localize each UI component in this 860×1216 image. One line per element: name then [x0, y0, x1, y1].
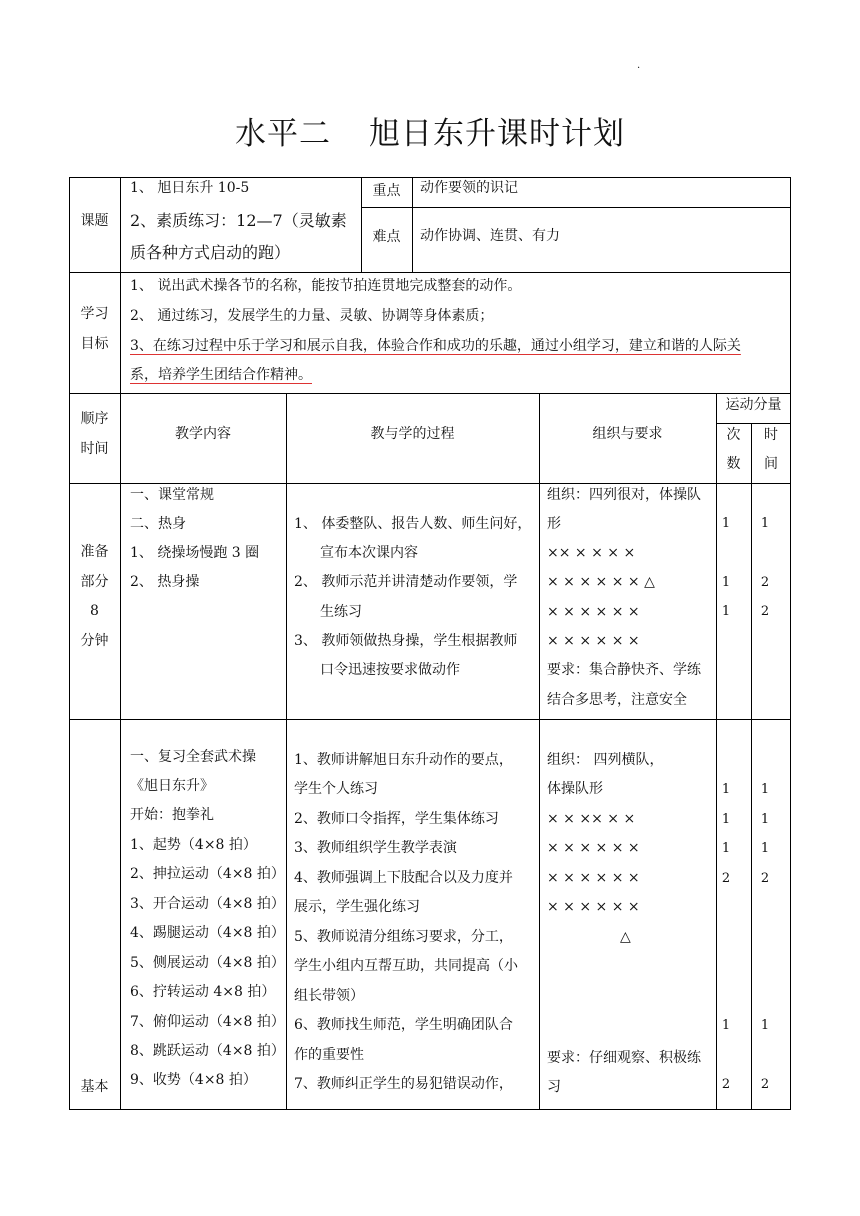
basic-org-2: × × ×× × ×	[547, 811, 636, 827]
basic-org-6: △	[620, 929, 631, 945]
prep-org-1: 形	[547, 516, 561, 532]
prep-content-2: 1、 绕操场慢跑 3 圈	[130, 545, 260, 561]
prep-process-2: 2、 教师示范并讲清楚动作要领，学	[294, 574, 518, 590]
prep-content-0: 一、课堂常规	[130, 487, 214, 503]
basic-process-9: 6、教师找生师范，学生明确团队合	[294, 1017, 513, 1033]
basic-process-6: 5、教师说清分组练习要求，分工，	[294, 929, 513, 945]
goal-3b: 系，培养学生团结合作精神。	[130, 367, 312, 383]
prep-label-2: 部分	[80, 574, 109, 590]
header-process: 教与学的过程	[370, 426, 455, 442]
basic-process-10: 作的重要性	[294, 1047, 364, 1063]
prep-process-4: 3、 教师领做热身操，学生根据教师	[294, 633, 518, 649]
basic-content-4: 2、抻拉运动（4×8 拍）	[130, 866, 285, 882]
prep-org-0: 组织：四列很对，体操队	[547, 487, 701, 503]
key-diff-divider	[361, 207, 791, 208]
basic-process-0: 1、教师讲解旭日东升动作的要点，	[294, 752, 513, 768]
header-amount: 运动分量	[725, 397, 782, 413]
goals-label-1: 学习	[80, 306, 109, 322]
header-time-2: 间	[764, 456, 778, 472]
topic-line1: 1、 旭日东升 10-5	[130, 180, 250, 196]
prep-count-1: 1	[721, 575, 731, 590]
prep-org-6: 要求：集合静快齐、学练	[547, 662, 701, 678]
topic-line3: 质各种方式启动的跑）	[130, 243, 291, 262]
basic-time-4: 1	[760, 1018, 770, 1033]
basic-process-7: 学生小组内互帮互助，共同提高（小	[294, 958, 518, 974]
basic-org-4: × × × × × ×	[547, 870, 640, 886]
diff-label: 难点	[372, 229, 401, 245]
topic-line2: 2、素质练习：12—7（灵敏素	[130, 211, 347, 230]
prep-count-2: 1	[721, 604, 731, 619]
basic-org-req-1: 习	[547, 1079, 561, 1095]
basic-content-3: 1、起势（4×8 拍）	[130, 837, 257, 853]
page-title	[0, 108, 860, 153]
basic-time-5: 2	[760, 1077, 770, 1092]
prep-org-5: × × × × × ×	[547, 633, 640, 649]
prep-org-3: × × × × × × △	[547, 574, 655, 590]
prep-label-3: 8	[90, 603, 99, 619]
prep-process-1: 宣布本次课内容	[320, 545, 418, 561]
header-order-2: 时间	[80, 441, 109, 457]
col-divider-label	[120, 177, 121, 393]
prep-content-3: 2、 热身操	[130, 574, 200, 590]
basic-content-1: 《旭日东升》	[130, 778, 214, 794]
row-divider-goals	[69, 393, 791, 394]
basic-content-5: 3、开合运动（4×8 拍）	[130, 896, 285, 912]
basic-content-8: 6、拧转运动 4×8 拍）	[130, 984, 276, 1000]
col-divider-org	[716, 393, 717, 1110]
page-dot: .	[637, 60, 641, 71]
header-count-2: 数	[726, 456, 741, 472]
basic-process-1: 学生个人练习	[294, 781, 378, 797]
basic-org-5: × × × × × ×	[547, 899, 640, 915]
prep-time-1: 2	[760, 575, 770, 590]
basic-count-4: 1	[721, 1018, 731, 1033]
basic-count-0: 1	[721, 782, 731, 797]
basic-content-7: 5、侧展运动（4×8 拍）	[130, 955, 285, 971]
header-order-1: 顺序	[80, 411, 109, 427]
prep-process-3: 生练习	[320, 604, 362, 620]
topic-label: 课题	[80, 213, 109, 229]
basic-org-0: 组织： 四列横队，	[547, 752, 664, 768]
basic-count-1: 1	[721, 812, 731, 827]
basic-org-req-0: 要求：仔细观察、积极练	[547, 1050, 701, 1066]
key-label: 重点	[372, 183, 401, 199]
prep-time-2: 2	[760, 604, 770, 619]
basic-org-1: 体操队形	[547, 781, 603, 797]
prep-label-1: 准备	[80, 544, 109, 560]
basic-process-5: 展示，学生强化练习	[294, 899, 420, 915]
prep-count-0: 1	[721, 516, 731, 531]
basic-org-3: × × × × × ×	[547, 840, 640, 856]
prep-process-5: 口令迅速按要求做动作	[320, 662, 460, 678]
goal-3a: 3、在练习过程中乐于学习和展示自我，体验合作和成功的乐趣，通过小组学习，建立和谐的人际关	[130, 338, 741, 354]
header-org: 组织与要求	[592, 426, 663, 442]
col-divider-order	[120, 393, 121, 1110]
basic-content-11: 9、收势（4×8 拍）	[130, 1072, 257, 1088]
title-level: 水平二	[235, 116, 331, 152]
prep-content-1: 二、热身	[130, 516, 186, 532]
prep-org-7: 结合多思考，注意安全	[547, 692, 687, 708]
prep-process-0: 1、 体委整队、报告人数、师生问好，	[294, 516, 532, 532]
key-value: 动作要领的识记	[420, 180, 518, 196]
basic-time-0: 1	[760, 782, 770, 797]
basic-process-11: 7、教师纠正学生的易犯错误动作，	[294, 1076, 513, 1092]
basic-time-2: 1	[760, 841, 770, 856]
basic-label: 基本	[80, 1079, 109, 1095]
col-divider-content	[286, 393, 287, 1110]
col-divider-process	[539, 393, 540, 1110]
diff-value: 动作协调、连贯、有力	[420, 228, 560, 244]
basic-count-5: 2	[721, 1077, 731, 1092]
basic-content-9: 7、俯仰运动（4×8 拍）	[130, 1014, 285, 1030]
basic-count-2: 1	[721, 841, 731, 856]
basic-time-3: 2	[760, 871, 770, 886]
basic-process-2: 2、教师口令指挥，学生集体练习	[294, 811, 499, 827]
basic-content-2: 开始：抱拳礼	[130, 807, 214, 823]
basic-content-6: 4、踢腿运动（4×8 拍）	[130, 925, 285, 941]
basic-count-3: 2	[721, 871, 731, 886]
prep-time-0: 1	[760, 516, 770, 531]
goal-2: 2、 通过练习，发展学生的力量、灵敏、协调等身体素质；	[130, 308, 494, 324]
basic-process-3: 3、教师组织学生教学表演	[294, 840, 457, 856]
basic-process-4: 4、教师强调上下肢配合以及力度并	[294, 870, 513, 886]
basic-content-10: 8、跳跃运动（4×8 拍）	[130, 1043, 285, 1059]
basic-process-8: 组长带领）	[294, 988, 364, 1004]
goal-1: 1、 说出武术操各节的名称，能按节拍连贯地完成整套的动作。	[130, 278, 522, 294]
goals-label-2: 目标	[80, 336, 109, 352]
header-content: 教学内容	[175, 426, 231, 442]
row-divider-prep	[69, 719, 791, 720]
header-count-1: 次	[726, 427, 741, 443]
basic-time-1: 1	[760, 812, 770, 827]
prep-org-4: × × × × × ×	[547, 604, 640, 620]
title-name: 旭日东升课时计划	[369, 116, 625, 152]
prep-label-4: 分钟	[80, 633, 109, 649]
prep-org-2: ×× × × × ×	[547, 545, 636, 561]
header-time-1: 时	[764, 427, 778, 443]
col-divider-keylabel	[412, 177, 413, 272]
basic-content-0: 一、复习全套武术操	[130, 749, 256, 765]
